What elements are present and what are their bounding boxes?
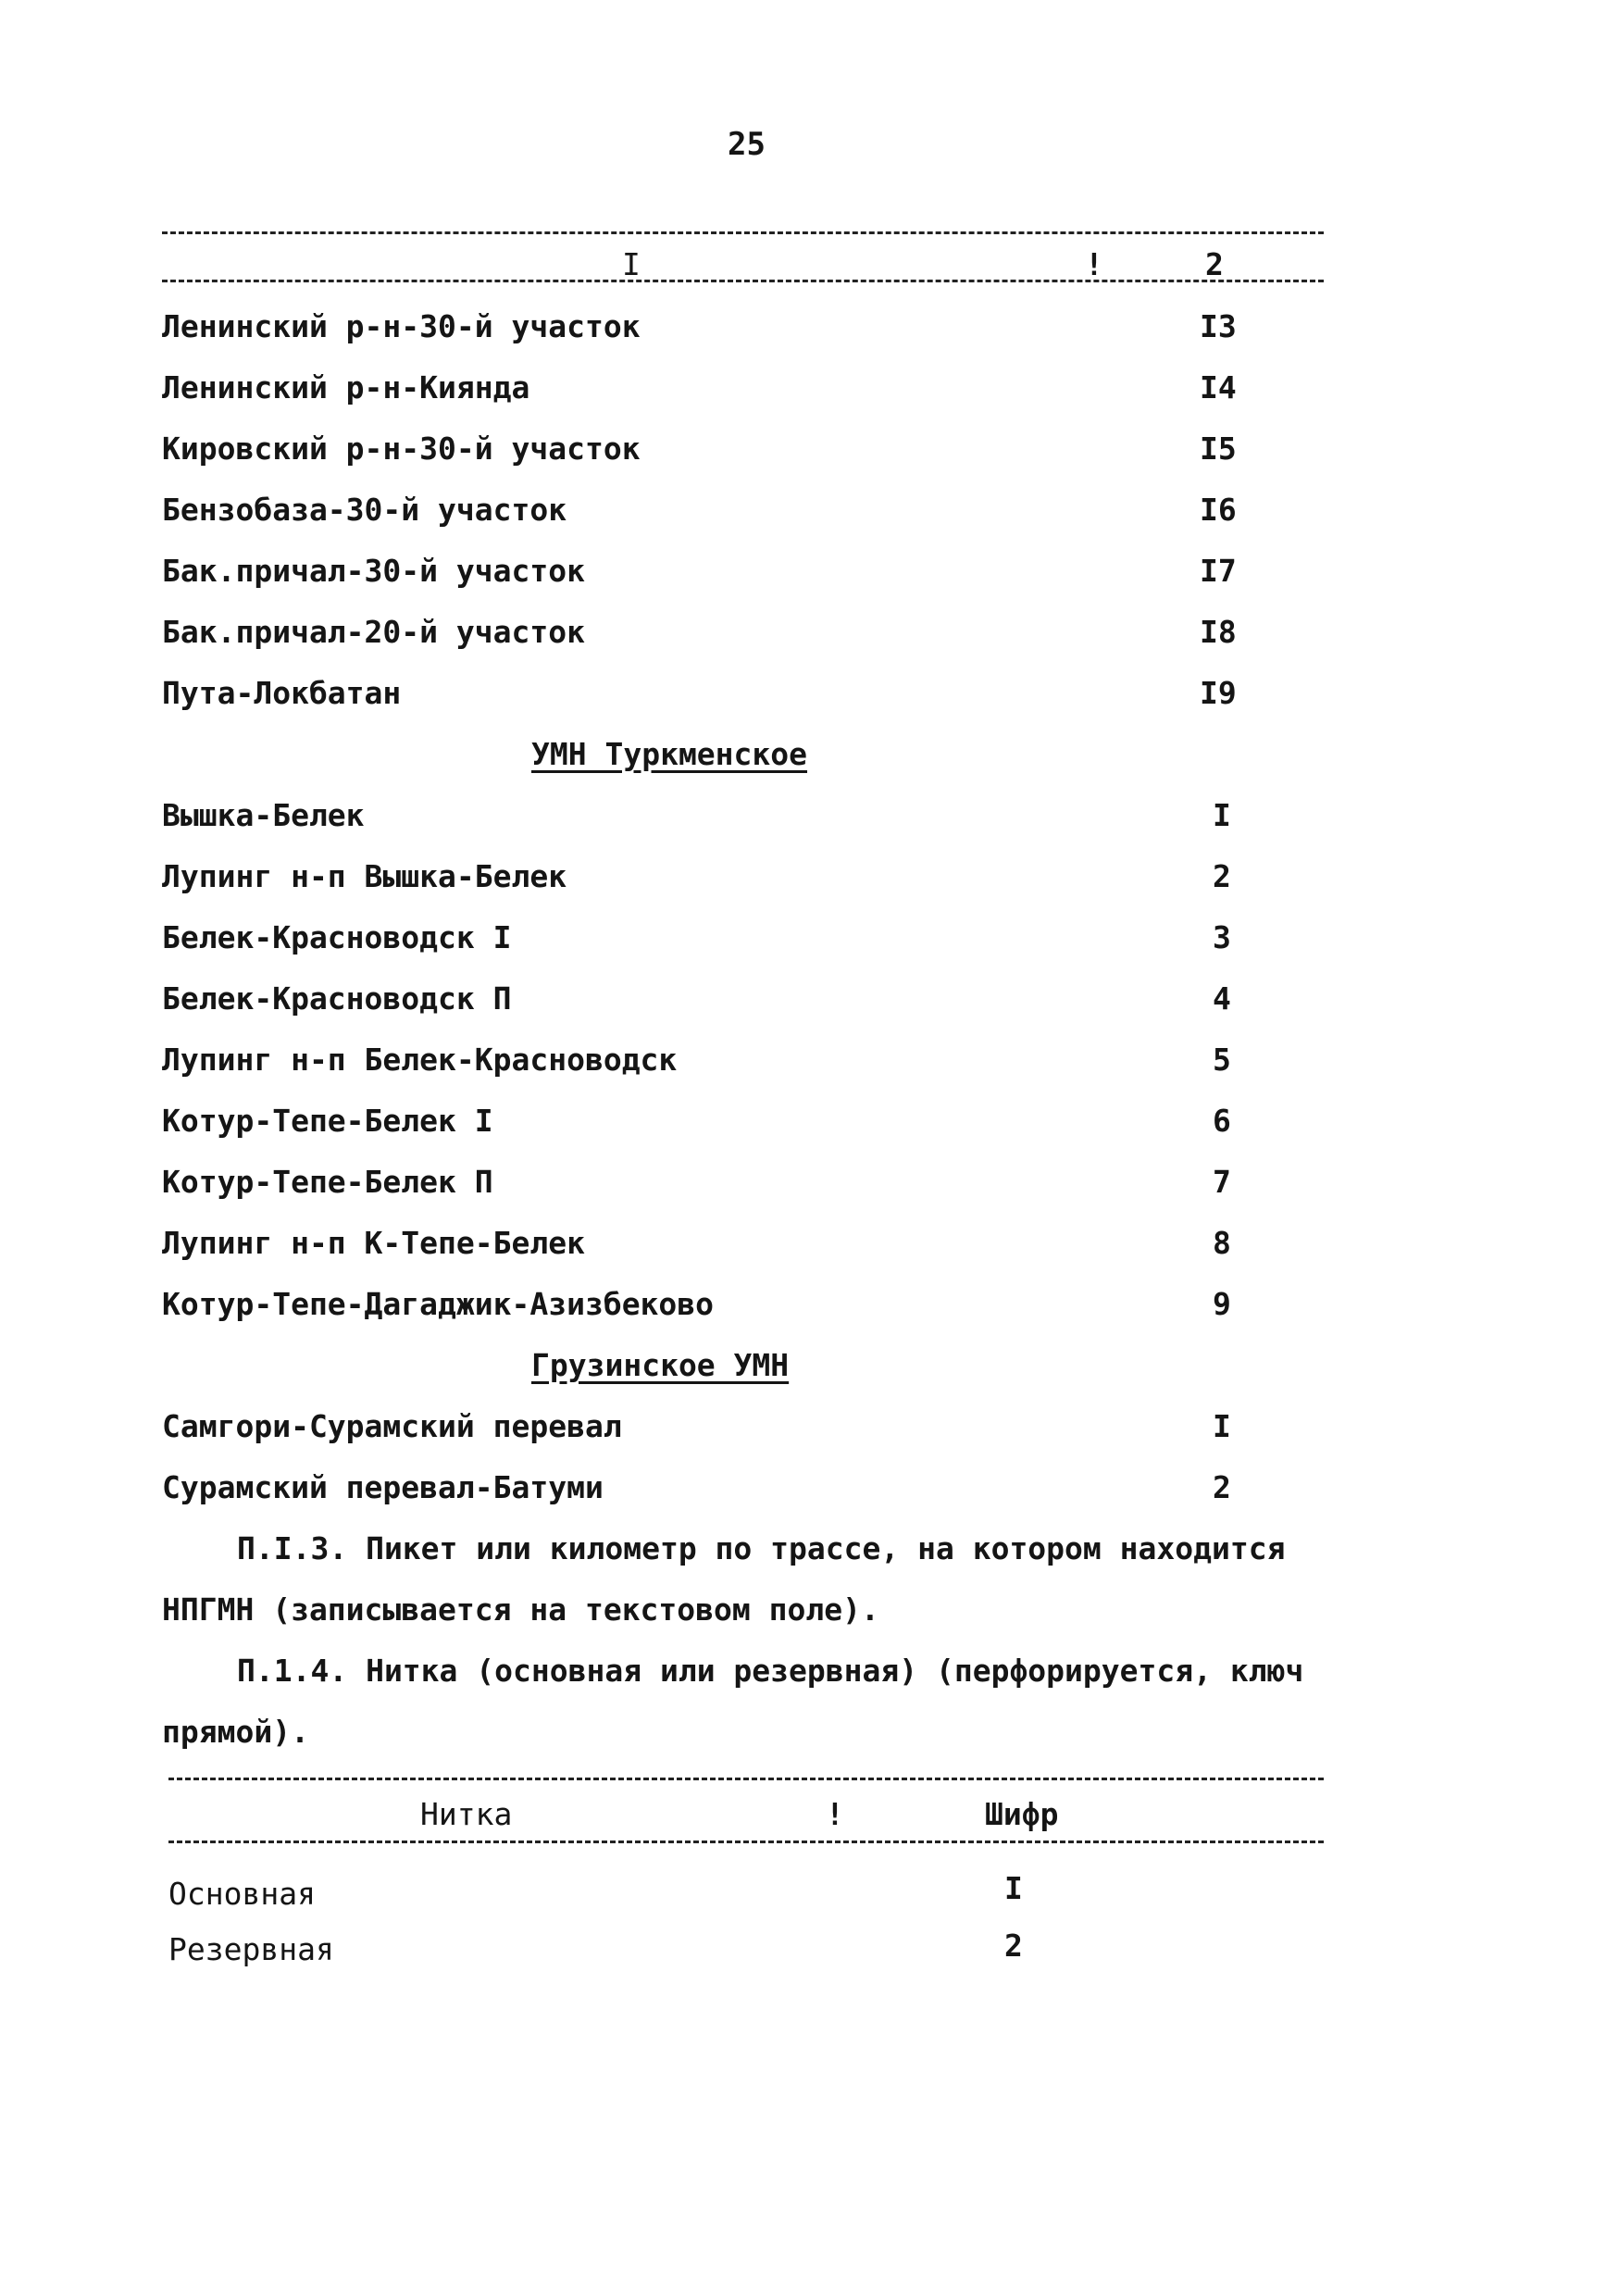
table-row-code: I4 — [1200, 369, 1237, 406]
table-row-code: I6 — [1200, 492, 1237, 528]
table-row-name: Бак.причал-20-й участок — [162, 614, 585, 650]
table-row-code: I9 — [1200, 675, 1237, 711]
table-row-code: 9 — [1213, 1286, 1231, 1322]
section-heading-turkmen: УМН Туркменское — [531, 736, 808, 772]
table-row-name: Белек-Красноводск П — [162, 980, 512, 1017]
table-row-code: I3 — [1200, 308, 1237, 344]
table-row-code: 3 — [1213, 919, 1231, 955]
table-row-name: Лупинг н-п Белек-Красноводск — [162, 1042, 678, 1078]
table-row-name: Кировский р-н-30-й участок — [162, 430, 641, 467]
table2-header-rule — [168, 1841, 1324, 1843]
table1-top-rule — [162, 231, 1324, 234]
table2-col-separator: ! — [826, 1796, 844, 1832]
table-row-name: Белек-Красноводск I — [162, 919, 512, 955]
table-row-code: 7 — [1213, 1164, 1231, 1200]
table-row-name: Ленинский р-н-30-й участок — [162, 308, 641, 344]
paragraph-1-1-4-line2: прямой). — [162, 1714, 309, 1750]
table-row-name: Котур-Тепе-Белек П — [162, 1164, 493, 1200]
table-row-name: Сурамский перевал-Батуми — [162, 1469, 604, 1505]
table-row-code: I7 — [1200, 553, 1237, 589]
paragraph-1-1-3-line1: П.I.3. Пикет или километр по трассе, на котором находится — [237, 1530, 1286, 1566]
table-row-name: Бензобаза-30-й участок — [162, 492, 567, 528]
table1-header-rule — [162, 280, 1324, 282]
table-row-code: I — [1004, 1870, 1023, 1906]
table-row-code: I5 — [1200, 430, 1237, 467]
table-row-name: Котур-Тепе-Белек I — [162, 1103, 493, 1139]
table2-top-rule — [168, 1778, 1324, 1780]
table-row-code: I — [1213, 797, 1231, 833]
table-row-code: 8 — [1213, 1225, 1231, 1261]
table2-col2-header: Шифр — [985, 1796, 1059, 1832]
table1-col-separator: ! — [1085, 246, 1103, 282]
table-row-code: I — [1213, 1408, 1231, 1444]
table-row-code: 2 — [1213, 1469, 1231, 1505]
table-row-name: Пута-Локбатан — [162, 675, 402, 711]
table-row-code: I8 — [1200, 614, 1237, 650]
table-row-name: Бак.причал-30-й участок — [162, 553, 585, 589]
page-number: 25 — [728, 126, 766, 163]
table2-col1-header: Нитка — [420, 1796, 513, 1832]
table1-col2-header: 2 — [1205, 246, 1224, 282]
table-row-code: 6 — [1213, 1103, 1231, 1139]
table-row-code: 2 — [1213, 858, 1231, 894]
table-row-name: Котур-Тепе-Дагаджик-Азизбеково — [162, 1286, 715, 1322]
table-row-name: Самгори-Сурамский перевал — [162, 1408, 622, 1444]
table-row-code: 4 — [1213, 980, 1231, 1017]
paragraph-1-1-3-line2: НПГМН (записывается на текстовом поле). — [162, 1591, 879, 1628]
paragraph-1-1-4-line1: П.1.4. Нитка (основная или резервная) (перфорируется, ключ — [237, 1653, 1304, 1689]
table1-col1-header: I — [622, 246, 641, 282]
table-row-name: Ленинский р-н-Киянда — [162, 369, 530, 406]
section-heading-georgian: Грузинское УМН — [531, 1347, 790, 1383]
table-row-name: Вышка-Белек — [162, 797, 365, 833]
table-row-name: Лупинг н-п К-Тепе-Белек — [162, 1225, 585, 1261]
table-row-code: 2 — [1004, 1928, 1023, 1964]
table-row-name: Лупинг н-п Вышка-Белек — [162, 858, 567, 894]
table-row-name: Резервная — [168, 1931, 334, 1967]
table-row-code: 5 — [1213, 1042, 1231, 1078]
table-row-name: Основная — [168, 1876, 316, 1912]
